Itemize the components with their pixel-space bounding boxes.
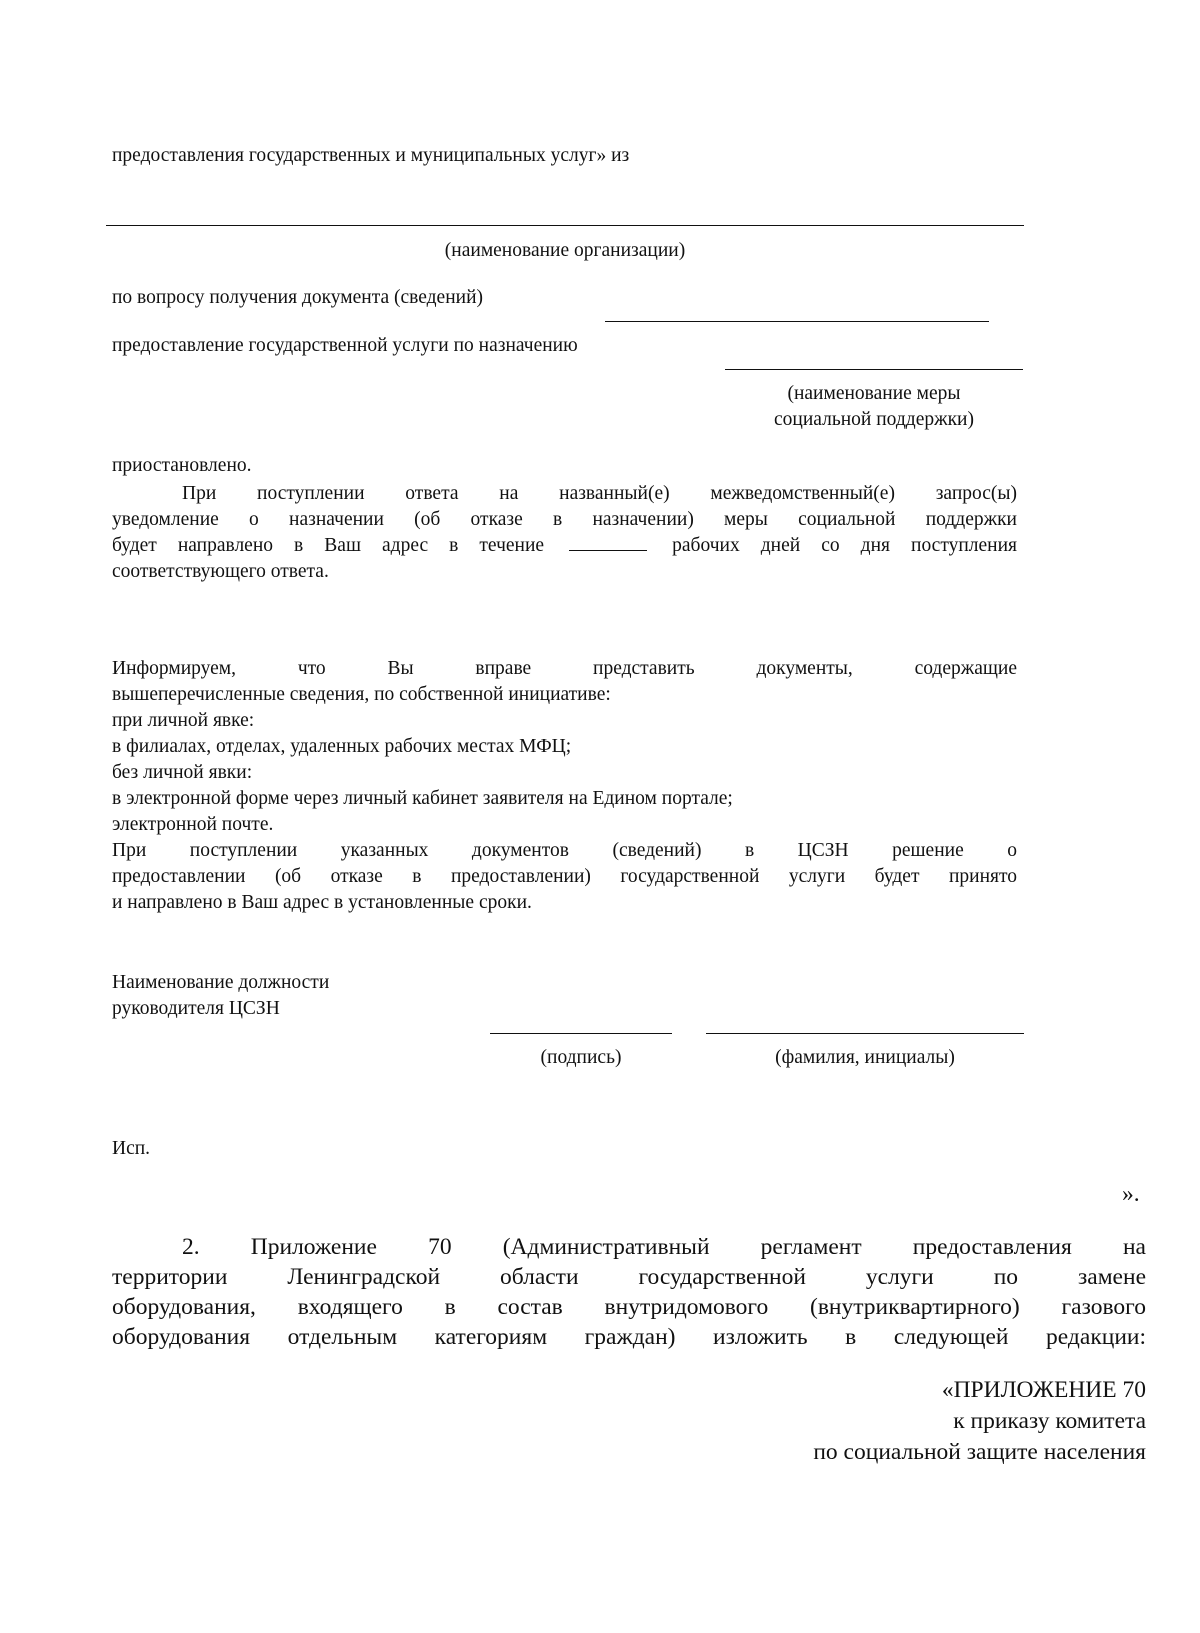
paragraph-line: предоставлении (об отказе в предоставлении) государственной услуги будет принято: [112, 866, 1017, 887]
days-blank-field: [569, 536, 647, 551]
annex-order-ref: к приказу комитета: [953, 1408, 1146, 1434]
name-caption: (фамилия, инициалы): [775, 1047, 955, 1068]
paragraph-line: при личной явке:: [112, 710, 255, 731]
initiative-paragraph: [112, 656, 1017, 916]
paragraph-line: 2. Приложение 70 (Административный регламент предоставления на: [182, 1234, 1146, 1260]
paragraph-line: оборудования отдельным категориям граждан) изложить в следующей редакции:: [112, 1324, 1146, 1350]
intro-line: предоставления государственных и муниципальных услуг» из: [112, 145, 630, 166]
annex-title: «ПРИЛОЖЕНИЕ 70: [941, 1377, 1146, 1403]
item-2-paragraph: [112, 1232, 1146, 1352]
measure-caption-2: социальной поддержки): [774, 409, 974, 430]
signature-caption: (подпись): [540, 1047, 622, 1068]
paragraph-line: территории Ленинградской области государственной услуги по замене: [112, 1264, 1146, 1290]
paragraph-fragment: рабочих дней со дня поступления: [672, 535, 1018, 556]
name-field-line: [706, 1033, 1024, 1034]
paragraph-line: При поступлении указанных документов (сведений) в ЦСЗН решение о: [112, 840, 1017, 861]
paragraph-line: в электронной форме через личный кабинет заявителя на Едином портале;: [112, 788, 733, 809]
paragraph-line: соответствующего ответа.: [112, 561, 329, 582]
paragraph-line: в филиалах, отделах, удаленных рабочих местах МФЦ;: [112, 736, 572, 757]
paragraph-line: электронной почте.: [112, 814, 274, 835]
document-request-line: по вопросу получения документа (сведений): [112, 287, 484, 308]
head-position-title-2: руководителя ЦСЗН: [112, 998, 280, 1019]
paragraph-line: без личной явки:: [112, 762, 253, 783]
paragraph-line: уведомление о назначении (об отказе в назначении) меры социальной поддержки: [112, 509, 1017, 530]
closing-quote: ».: [1122, 1181, 1140, 1207]
response-paragraph: [112, 481, 1017, 585]
paragraph-line: Информируем, что Вы вправе представить документы, содержащие: [112, 658, 1017, 679]
service-line: предоставление государственной услуги по назначению: [112, 335, 578, 356]
paragraph-line: оборудования, входящего в состав внутридомового (внутриквартирного) газового: [112, 1294, 1146, 1320]
paragraph-line: и направлено в Ваш адрес в установленные сроки.: [112, 892, 532, 913]
suspended-text: приостановлено.: [112, 455, 252, 476]
paragraph-line: При поступлении ответа на названный(е) межведомственный(е) запрос(ы): [182, 483, 1017, 504]
organization-caption: (наименование организации): [444, 240, 686, 261]
head-position-title-1: Наименование должности: [112, 972, 330, 993]
measure-caption-1: (наименование меры: [787, 383, 961, 404]
annex-committee: по социальной защите населения: [813, 1439, 1146, 1465]
paragraph-fragment: будет направлено в Ваш адрес в течение: [112, 535, 545, 556]
measure-field-line: [725, 369, 1023, 370]
paragraph-line: вышеперечисленные сведения, по собственной инициативе:: [112, 684, 611, 705]
executor-label: Исп.: [112, 1138, 151, 1159]
organization-field-line: [106, 225, 1024, 226]
document-field-line: [605, 321, 989, 322]
paragraph-line: [112, 533, 1017, 559]
signature-field-line: [490, 1033, 672, 1034]
